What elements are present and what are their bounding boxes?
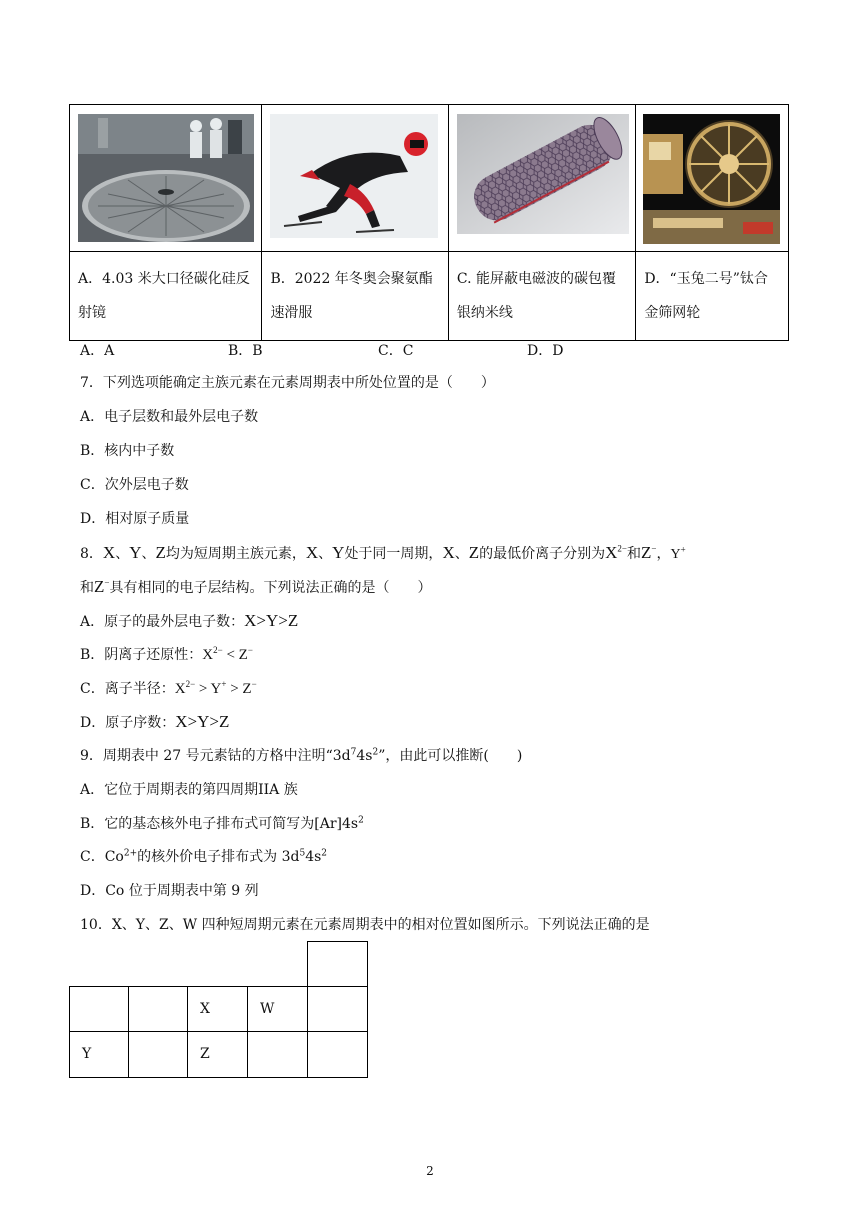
- silicon-carbide-mirror-photo: [78, 114, 254, 242]
- q6-caption-c: C. 能屏蔽电磁波的碳包覆 银纳米线: [448, 252, 635, 341]
- q9-option-a: A．它位于周期表的第四周期IIA 族: [80, 782, 298, 798]
- pt-cell-z: Z: [187, 1031, 248, 1078]
- pt-cell: [247, 1031, 308, 1078]
- q8-option-a: A．原子的最外层电子数：X>Y>Z: [80, 611, 299, 630]
- q9-option-b: B．它的基态核外电子排布式可简写为$[Ar]4s^2$: [80, 815, 364, 832]
- q8-stem-line1: 8．X、Y、Z均为短周期主族元素，X、Y处于同一周期，X、Z的最低价离子分别为$X^{2-}$和Z−，Y+: [80, 543, 686, 562]
- q8-option-b: B．阴离子还原性：$X^{2-} < Z^-$: [80, 645, 253, 663]
- carbon-nanotube-render: [457, 114, 629, 234]
- lunar-rover-wheel-photo: [643, 114, 780, 244]
- q8-option-c: C．离子半径：$X^{2-} > Y^+ > Z^-$: [80, 679, 257, 697]
- q9-stem: 9．周期表中 27 号元素钴的方格中注明“$3d^74s^2$”，由此可以推断( ): [80, 747, 523, 764]
- q8-option-d: D．原子序数：X>Y>Z: [80, 712, 230, 731]
- q7-option-c: C．次外层电子数: [80, 477, 189, 493]
- pt-cell-w: W: [247, 986, 308, 1032]
- pt-cell-top: [307, 941, 368, 987]
- q6-option-table: [69, 104, 789, 341]
- q9-option-c: C．$Co^{2+}$的核外价电子排布式为 $3d^54s^2$: [80, 848, 328, 865]
- q7-option-b: B．核内中子数: [80, 443, 175, 459]
- q6-caption-a: A．4.03 米大口径碳化硅反 射镜: [70, 252, 262, 341]
- pt-cell-y: Y: [69, 1031, 129, 1078]
- q10-stem: 10．X、Y、Z、W 四种短周期元素在元素周期表中的相对位置如图所示。下列说法正确的是: [80, 917, 650, 933]
- q6-image-cell-d: [636, 105, 789, 252]
- q9-option-d: D．Co 位于周期表中第 9 列: [80, 883, 259, 899]
- pt-cell: [128, 1031, 188, 1078]
- speed-skater-photo: [270, 114, 438, 238]
- pt-cell: [69, 986, 129, 1032]
- pt-cell: [128, 986, 188, 1032]
- q7-option-a: A．电子层数和最外层电子数: [80, 409, 259, 425]
- page-number: 2: [426, 1164, 434, 1178]
- q6-image-cell-c: [448, 105, 635, 252]
- q6-answer-b: B．B: [228, 343, 263, 359]
- q6-caption-d: D．“玉兔二号”钛合 金筛网轮: [636, 252, 789, 341]
- q6-answer-a: A．A: [80, 343, 115, 359]
- q6-answer-c: C．C: [378, 343, 414, 359]
- q8-stem-line2: 和Z−具有相同的电子层结构。下列说法正确的是（ ）: [80, 577, 432, 596]
- q7-stem: 7．下列选项能确定主族元素在元素周期表中所处位置的是（ ）: [80, 375, 495, 391]
- q6-caption-b: B．2022 年冬奥会聚氨酯 速滑服: [262, 252, 448, 341]
- pt-cell: [307, 1031, 368, 1078]
- pt-cell-x: X: [187, 986, 248, 1032]
- q7-option-d: D．相对原子质量: [80, 511, 190, 527]
- q6-answer-d: D．D: [527, 343, 564, 359]
- q6-image-cell-b: [262, 105, 448, 252]
- pt-cell: [307, 986, 368, 1032]
- q6-image-cell-a: [70, 105, 262, 252]
